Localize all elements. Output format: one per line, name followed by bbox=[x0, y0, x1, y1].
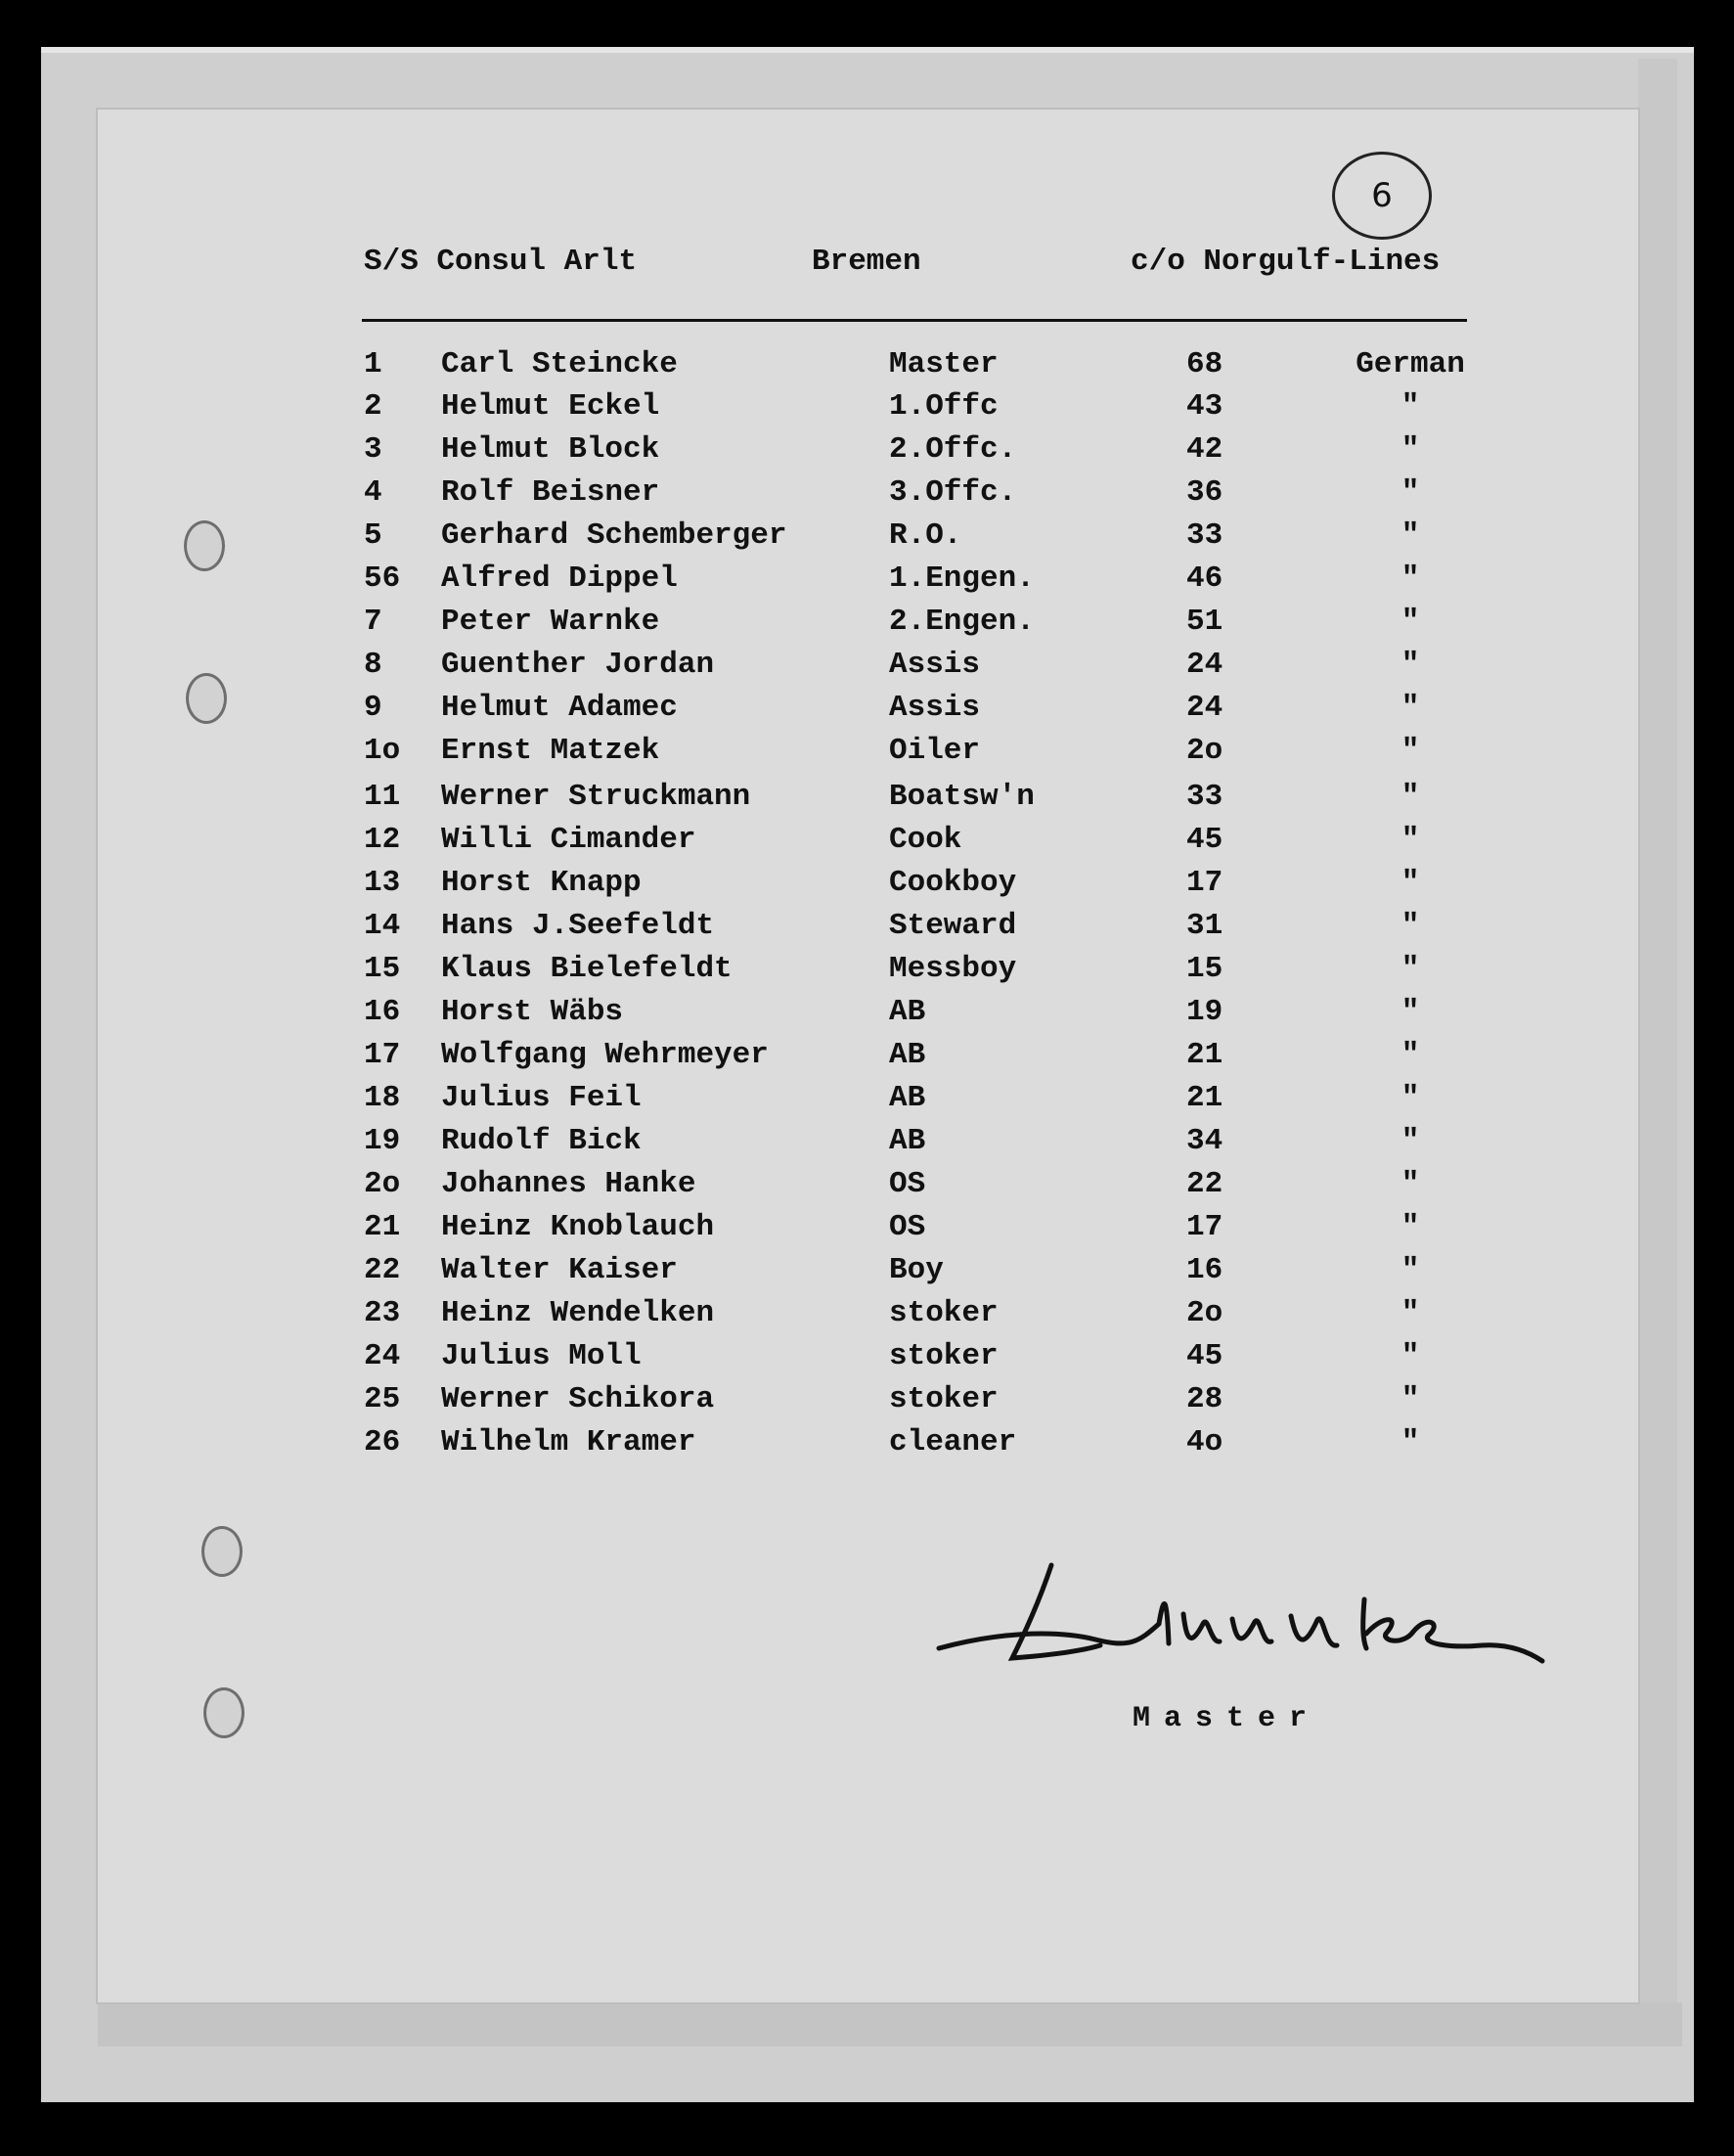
crew-nationality: " bbox=[1401, 1253, 1420, 1287]
crew-number: 3 bbox=[364, 432, 382, 467]
crew-row bbox=[0, 1339, 1734, 1378]
crew-age: 15 bbox=[1186, 952, 1223, 986]
crew-name: Guenther Jordan bbox=[441, 648, 715, 682]
crew-number: 56 bbox=[364, 561, 401, 596]
crew-age: 24 bbox=[1186, 691, 1223, 725]
crew-row bbox=[0, 475, 1734, 515]
punch-hole bbox=[203, 1687, 245, 1738]
crew-number: 22 bbox=[364, 1253, 401, 1287]
crew-number: 9 bbox=[364, 691, 382, 725]
crew-row bbox=[0, 823, 1734, 862]
crew-age: 36 bbox=[1186, 475, 1223, 510]
crew-name: Klaus Bielefeldt bbox=[441, 952, 733, 986]
crew-row bbox=[0, 1253, 1734, 1292]
crew-age: 21 bbox=[1186, 1081, 1223, 1115]
crew-row bbox=[0, 1124, 1734, 1163]
crew-rank: Assis bbox=[889, 648, 981, 682]
crew-row bbox=[0, 1425, 1734, 1464]
crew-number: 5 bbox=[364, 518, 382, 553]
crew-rank: Cookboy bbox=[889, 866, 1017, 900]
crew-nationality: " bbox=[1401, 432, 1420, 467]
crew-row bbox=[0, 1167, 1734, 1206]
crew-number: 16 bbox=[364, 995, 401, 1029]
crew-rank: R.O. bbox=[889, 518, 962, 553]
crew-row bbox=[0, 389, 1734, 428]
crew-name: Wilhelm Kramer bbox=[441, 1425, 696, 1460]
crew-number: 1 bbox=[364, 347, 382, 382]
crew-name: Alfred Dippel bbox=[441, 561, 678, 596]
crew-rank: Steward bbox=[889, 909, 1017, 943]
crew-name: Werner Schikora bbox=[441, 1382, 715, 1416]
crew-rank: 2.Offc. bbox=[889, 432, 1017, 467]
crew-name: Ernst Matzek bbox=[441, 734, 660, 768]
crew-rank: Master bbox=[889, 347, 999, 382]
crew-age: 2o bbox=[1186, 734, 1223, 768]
crew-number: 26 bbox=[364, 1425, 401, 1460]
crew-rank: Boy bbox=[889, 1253, 944, 1287]
crew-row bbox=[0, 605, 1734, 644]
crew-age: 2o bbox=[1186, 1296, 1223, 1330]
crew-number: 19 bbox=[364, 1124, 401, 1158]
crew-name: Rudolf Bick bbox=[441, 1124, 642, 1158]
header-rule bbox=[362, 319, 1467, 322]
crew-rank: AB bbox=[889, 1038, 926, 1072]
crew-name: Heinz Knoblauch bbox=[441, 1210, 715, 1244]
crew-number: 11 bbox=[364, 780, 401, 814]
crew-age: 19 bbox=[1186, 995, 1223, 1029]
crew-name: Julius Feil bbox=[441, 1081, 642, 1115]
crew-row bbox=[0, 518, 1734, 558]
crew-row bbox=[0, 1081, 1734, 1120]
shipping-agent: c/o Norgulf-Lines bbox=[1131, 245, 1441, 279]
crew-nationality: " bbox=[1401, 518, 1420, 553]
crew-row bbox=[0, 734, 1734, 773]
crew-row bbox=[0, 1382, 1734, 1421]
page-number: 6 bbox=[1371, 176, 1393, 215]
crew-age: 28 bbox=[1186, 1382, 1223, 1416]
crew-rank: AB bbox=[889, 995, 926, 1029]
crew-name: Rolf Beisner bbox=[441, 475, 660, 510]
crew-rank: OS bbox=[889, 1210, 926, 1244]
crew-rank: 1.Offc bbox=[889, 389, 999, 424]
crew-age: 43 bbox=[1186, 389, 1223, 424]
crew-row bbox=[0, 561, 1734, 601]
crew-name: Werner Struckmann bbox=[441, 780, 751, 814]
crew-rank: 3.Offc. bbox=[889, 475, 1017, 510]
crew-age: 17 bbox=[1186, 1210, 1223, 1244]
crew-age: 4o bbox=[1186, 1425, 1223, 1460]
crew-age: 45 bbox=[1186, 1339, 1223, 1373]
ship-name: S/S Consul Arlt bbox=[364, 245, 638, 279]
crew-name: Johannes Hanke bbox=[441, 1167, 696, 1201]
crew-nationality: German bbox=[1356, 347, 1465, 382]
crew-age: 21 bbox=[1186, 1038, 1223, 1072]
crew-age: 22 bbox=[1186, 1167, 1223, 1201]
crew-name: Julius Moll bbox=[441, 1339, 642, 1373]
crew-name: Peter Warnke bbox=[441, 605, 660, 639]
crew-nationality: " bbox=[1401, 1296, 1420, 1330]
crew-row bbox=[0, 1296, 1734, 1335]
crew-number: 2 bbox=[364, 389, 382, 424]
crew-name: Helmut Eckel bbox=[441, 389, 660, 424]
crew-name: Heinz Wendelken bbox=[441, 1296, 715, 1330]
crew-nationality: " bbox=[1401, 1124, 1420, 1158]
crew-nationality: " bbox=[1401, 1081, 1420, 1115]
crew-age: 17 bbox=[1186, 866, 1223, 900]
crew-number: 8 bbox=[364, 648, 382, 682]
page-number-stamp bbox=[1332, 152, 1432, 240]
punch-hole bbox=[201, 1526, 243, 1577]
crew-row bbox=[0, 1210, 1734, 1249]
crew-rank: 1.Engen. bbox=[889, 561, 1035, 596]
crew-name: Helmut Block bbox=[441, 432, 660, 467]
master-signature bbox=[934, 1555, 1550, 1683]
crew-number: 15 bbox=[364, 952, 401, 986]
crew-number: 1o bbox=[364, 734, 401, 768]
crew-nationality: " bbox=[1401, 1167, 1420, 1201]
crew-name: Horst Knapp bbox=[441, 866, 642, 900]
crew-nationality: " bbox=[1401, 561, 1420, 596]
crew-name: Horst Wäbs bbox=[441, 995, 624, 1029]
crew-nationality: " bbox=[1401, 866, 1420, 900]
crew-rank: AB bbox=[889, 1081, 926, 1115]
crew-nationality: " bbox=[1401, 995, 1420, 1029]
crew-number: 14 bbox=[364, 909, 401, 943]
crew-age: 24 bbox=[1186, 648, 1223, 682]
crew-row bbox=[0, 909, 1734, 948]
crew-number: 23 bbox=[364, 1296, 401, 1330]
crew-row bbox=[0, 995, 1734, 1034]
crew-row bbox=[0, 648, 1734, 687]
crew-age: 31 bbox=[1186, 909, 1223, 943]
crew-rank: Assis bbox=[889, 691, 981, 725]
crew-number: 13 bbox=[364, 866, 401, 900]
crew-rank: cleaner bbox=[889, 1425, 1017, 1460]
crew-number: 4 bbox=[364, 475, 382, 510]
crew-name: Helmut Adamec bbox=[441, 691, 678, 725]
crew-row bbox=[0, 1038, 1734, 1077]
crew-rank: Oiler bbox=[889, 734, 981, 768]
signature-title: Master bbox=[1133, 1702, 1321, 1735]
crew-nationality: " bbox=[1401, 823, 1420, 857]
crew-nationality: " bbox=[1401, 952, 1420, 986]
crew-age: 51 bbox=[1186, 605, 1223, 639]
crew-number: 18 bbox=[364, 1081, 401, 1115]
crew-rank: stoker bbox=[889, 1382, 999, 1416]
crew-nationality: " bbox=[1401, 909, 1420, 943]
crew-number: 25 bbox=[364, 1382, 401, 1416]
crew-row bbox=[0, 780, 1734, 819]
crew-age: 33 bbox=[1186, 780, 1223, 814]
page-edge-bottom bbox=[98, 2002, 1682, 2046]
crew-rank: Cook bbox=[889, 823, 962, 857]
crew-nationality: " bbox=[1401, 605, 1420, 639]
crew-age: 46 bbox=[1186, 561, 1223, 596]
crew-number: 2o bbox=[364, 1167, 401, 1201]
crew-age: 34 bbox=[1186, 1124, 1223, 1158]
crew-rank: stoker bbox=[889, 1339, 999, 1373]
crew-age: 16 bbox=[1186, 1253, 1223, 1287]
crew-nationality: " bbox=[1401, 734, 1420, 768]
crew-row bbox=[0, 691, 1734, 730]
crew-name: Wolfgang Wehrmeyer bbox=[441, 1038, 769, 1072]
crew-age: 33 bbox=[1186, 518, 1223, 553]
crew-rank: 2.Engen. bbox=[889, 605, 1035, 639]
crew-number: 7 bbox=[364, 605, 382, 639]
crew-age: 45 bbox=[1186, 823, 1223, 857]
crew-nationality: " bbox=[1401, 1038, 1420, 1072]
crew-number: 24 bbox=[364, 1339, 401, 1373]
crew-number: 17 bbox=[364, 1038, 401, 1072]
crew-rank: OS bbox=[889, 1167, 926, 1201]
crew-nationality: " bbox=[1401, 648, 1420, 682]
crew-nationality: " bbox=[1401, 1382, 1420, 1416]
crew-nationality: " bbox=[1401, 1425, 1420, 1460]
crew-nationality: " bbox=[1401, 1339, 1420, 1373]
crew-name: Walter Kaiser bbox=[441, 1253, 678, 1287]
crew-name: Willi Cimander bbox=[441, 823, 696, 857]
crew-rank: Boatsw'n bbox=[889, 780, 1035, 814]
crew-number: 12 bbox=[364, 823, 401, 857]
home-port: Bremen bbox=[812, 245, 921, 279]
crew-nationality: " bbox=[1401, 780, 1420, 814]
crew-row bbox=[0, 432, 1734, 472]
crew-age: 68 bbox=[1186, 347, 1223, 382]
crew-nationality: " bbox=[1401, 691, 1420, 725]
crew-row bbox=[0, 866, 1734, 905]
crew-row bbox=[0, 347, 1734, 386]
crew-name: Hans J.Seefeldt bbox=[441, 909, 715, 943]
crew-number: 21 bbox=[364, 1210, 401, 1244]
crew-nationality: " bbox=[1401, 1210, 1420, 1244]
crew-rank: Messboy bbox=[889, 952, 1017, 986]
crew-age: 42 bbox=[1186, 432, 1223, 467]
crew-rank: stoker bbox=[889, 1296, 999, 1330]
crew-row bbox=[0, 952, 1734, 991]
crew-nationality: " bbox=[1401, 389, 1420, 424]
crew-nationality: " bbox=[1401, 475, 1420, 510]
crew-name: Carl Steincke bbox=[441, 347, 678, 382]
crew-name: Gerhard Schemberger bbox=[441, 518, 787, 553]
crew-rank: AB bbox=[889, 1124, 926, 1158]
